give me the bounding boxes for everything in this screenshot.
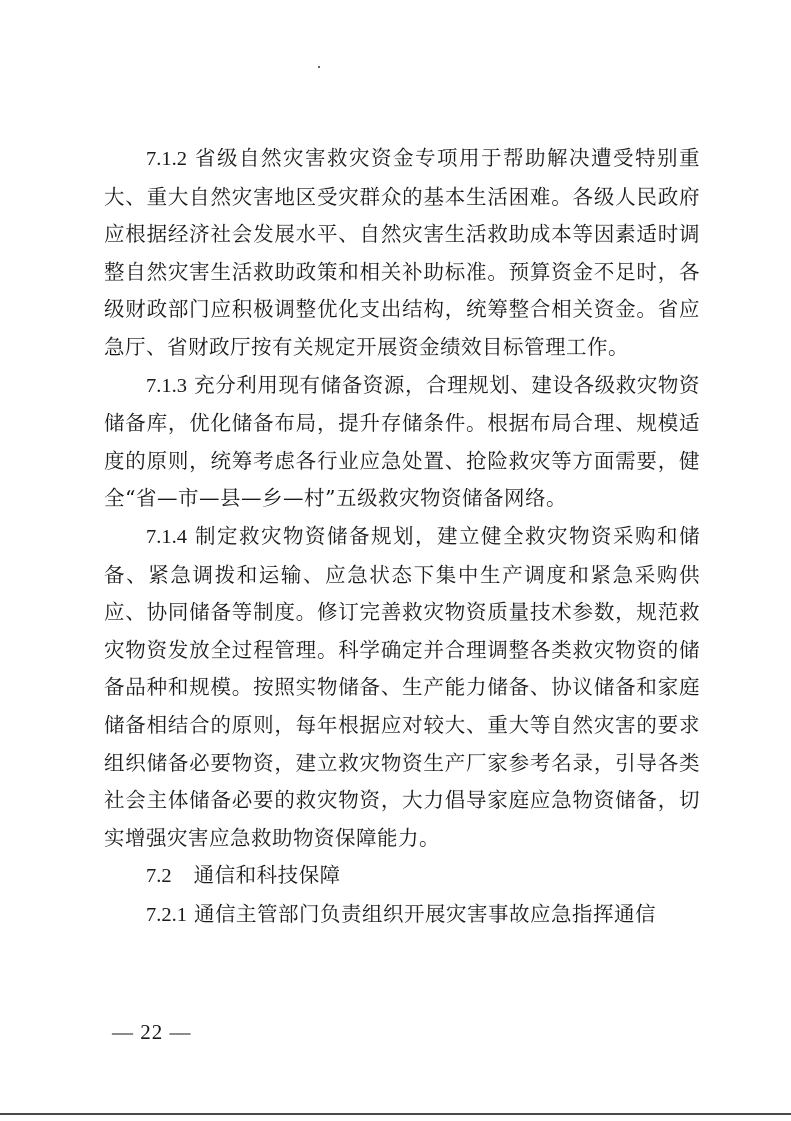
scan-edge-line (0, 1113, 791, 1115)
paragraph-text: 省级自然灾害救灾资金专项用于帮助解决遭受特别重大、重大自然灾害地区受灾群众的基本生活困难。各级人民政府应根据经济社会发展水平、自然灾害生活救助成本等因素适时调整自然灾害生活救助政策和相关补助标准。预算资金不足时，各级财政部门应积极调整优化支出结构，统筹整合相关资金。省应急厅、省财政厅按有关规定开展资金绩效目标管理工作。 (104, 146, 700, 359)
paragraph-text: 制定救灾物资储备规划，建立健全救灾物资采购和储备、紧急调拨和运输、应急状态下集中生产调度和紧急采购供应、协同储备等制度。修订完善救灾物资质量技术参数，规范救灾物资发放全过程管理。科学确定并合理调整各类救灾物资的储备品种和规模。按照实物储备、生产能力储备、协议储备和家庭储备相结合的原则，每年根据应对较大、重大等自然灾害的要求组织储备必要物资，建立救灾物资生产厂家参考名录，引导各类社会主体储备必要的救灾物资，大力倡导家庭应急物资储备，切实增强灾害应急救助物资保障能力。 (104, 523, 700, 850)
paragraph-7-2-1 (104, 896, 700, 935)
paragraph-number: 7.1.3 (146, 374, 188, 397)
section-heading-7-2 (104, 857, 700, 896)
section-number: 7.2 (146, 865, 172, 888)
paragraph-text: 通信主管部门负责组织开展灾害事故应急指挥通信 (194, 901, 657, 926)
paragraph-number: 7.1.4 (146, 525, 188, 548)
scan-dot (318, 66, 320, 68)
paragraph-text: 充分利用现有储备资源，合理规划、建设各级救灾物资储备库，优化储备布局，提升存储条件。根据布局合理、规模适度的原则，统筹考虑各行业应急处置、抢险救灾等方面需要，健全“省—市—县—乡—村”五级救灾物资储备网络。 (104, 372, 700, 511)
paragraph-7-1-2 (104, 140, 700, 367)
paragraph-number: 7.1.2 (146, 148, 188, 170)
paragraph-7-1-4 (104, 518, 700, 857)
paragraph-7-1-3 (104, 367, 700, 518)
page-number: — 22 — (112, 1020, 192, 1044)
paragraph-number: 7.2.1 (146, 903, 188, 926)
document-body (104, 140, 700, 934)
section-title: 通信和科技保障 (193, 863, 341, 888)
